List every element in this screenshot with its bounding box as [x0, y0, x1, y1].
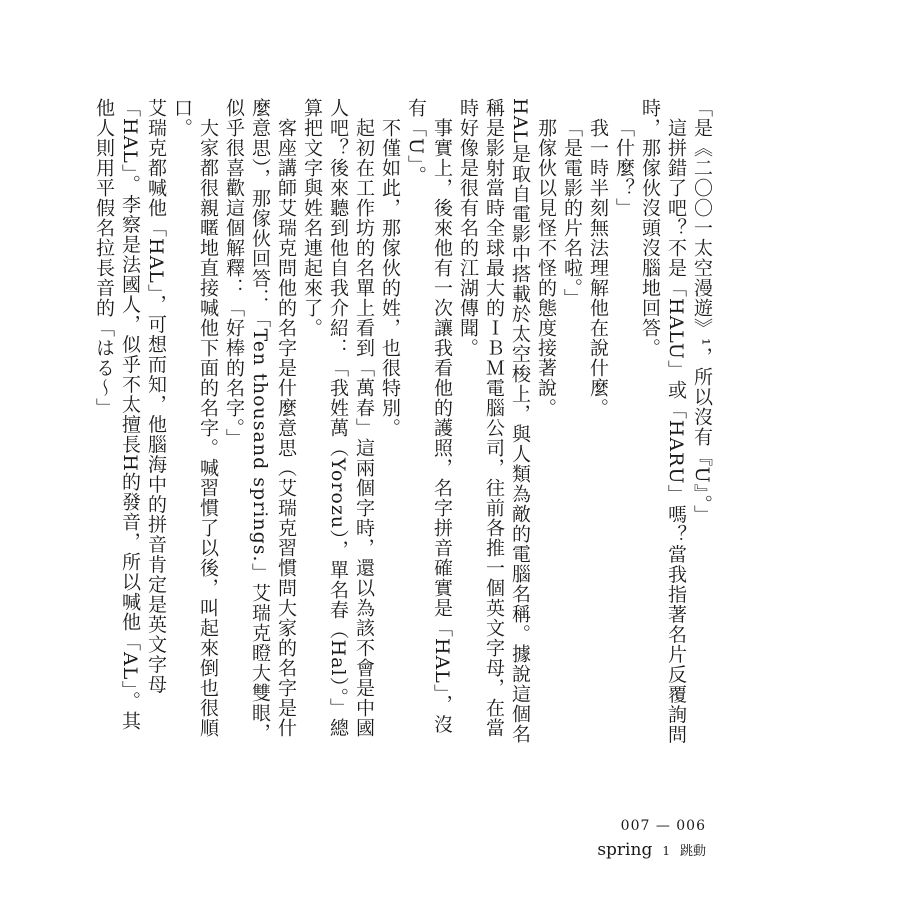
paragraph: 這拼錯了吧？不是「HALU」或「HARU」嗎？當我指著名片反覆詢問時，那傢伙沒頭沒腦地回答。: [639, 98, 687, 745]
page-numbers: 007 — 006: [620, 818, 706, 834]
paragraph: 「什麼？」: [613, 117, 635, 218]
paragraph: 事實上，後來他有一次讓我看他的護照，名字拼音確實是「HAL」，沒有「U」。: [405, 98, 453, 735]
paragraph: 客座講師艾瑞克問他的名字是什麼意思（艾瑞克習慣問大家的名字是什麼意思），那傢伙回答：「Ten thousand springs.」艾瑞克瞪大雙眼，似乎很喜歡這個解釋：「好棒的名字。」: [223, 98, 297, 743]
paragraph: 「是《二〇〇一太空漫遊》¹，所以沒有『U』。」: [691, 98, 713, 525]
paragraph: 我一時半刻無法理解他在說什麼。: [587, 117, 609, 418]
chapter-number: 1: [662, 844, 670, 858]
chapter-title: 跳動: [679, 844, 706, 859]
paragraph: 那傢伙以見怪不怪的態度接著說。: [535, 117, 557, 418]
paragraph: 大家都很親暱地直接喊他下面的名字。喊習慣了以後，叫起來倒也很順口。: [171, 98, 219, 738]
running-footer: [597, 840, 706, 860]
vertical-text-body: [93, 98, 715, 750]
paragraph: HAL是取自電影中搭載於太空梭上，與人類為敵的電腦名稱。據說這個名稱是影射當時全球最大的ＩＢＭ電腦公司，往前各推一個英文字母，在當時好像是很有名的江湖傳聞。: [457, 98, 531, 744]
paragraph: 「是電影的片名啦。」: [561, 117, 583, 309]
paragraph: 不僅如此，那傢伙的姓，也很特別。: [379, 117, 401, 438]
chapter-word: spring: [597, 840, 653, 860]
paragraph: 起初在工作坊的名單上看到「萬春」這兩個字時，還以為該不會是中國人吧？後來聽到他自我介紹：「我姓萬（Yorozu），單名春（Hal）。」總算把文字與姓名連起來了。: [301, 98, 375, 738]
paragraph: 艾瑞克都喊他「HAL」，可想而知，他腦海中的拼音肯定是英文字母「HAL」。李察是法國人，似乎不太擅長H的發音，所以喊他「AL」。其他人則用平假名拉長音的「はる～」: [93, 98, 167, 731]
